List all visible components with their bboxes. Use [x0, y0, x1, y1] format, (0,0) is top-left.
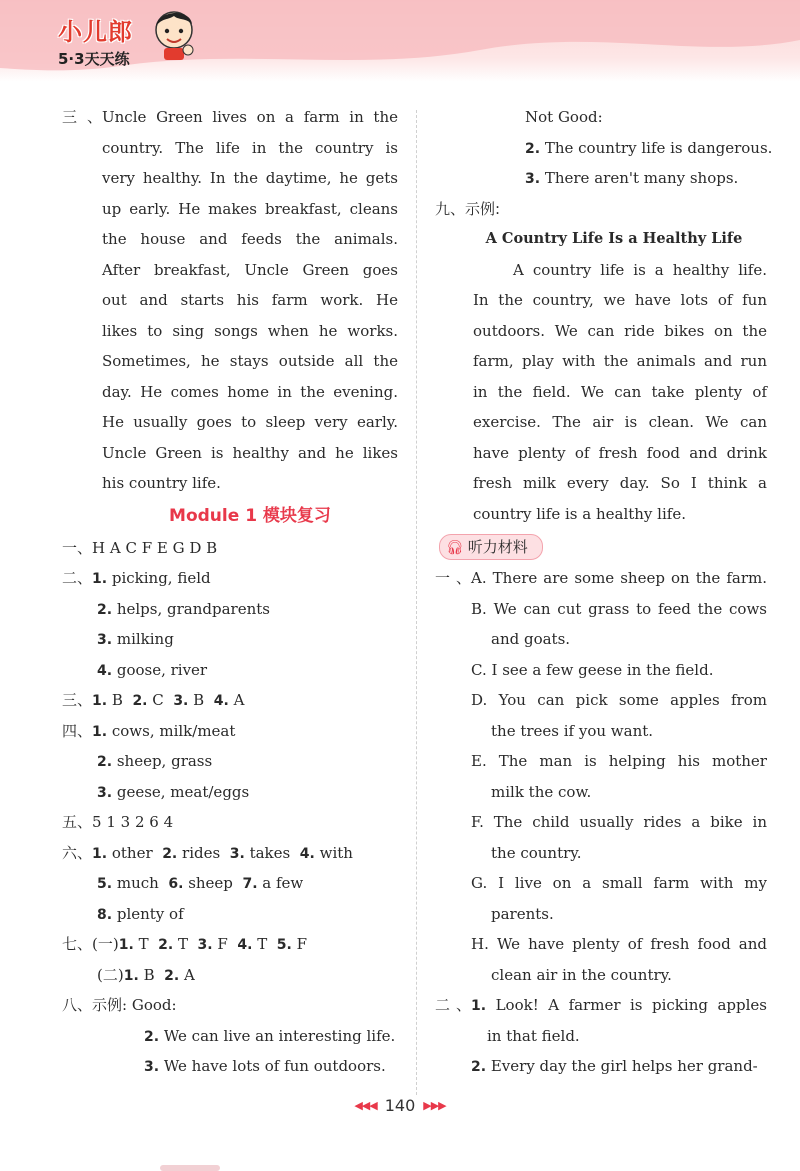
- listening-item-cont: the trees if you want.: [491, 721, 654, 740]
- passage-line: day. He comes home in the evening.: [102, 382, 398, 401]
- listening-item: C. I see a few geese in the field.: [471, 660, 714, 679]
- essay-line: have plenty of fresh food and drink: [473, 443, 767, 462]
- passage-line: Uncle Green is healthy and he likes: [102, 443, 398, 462]
- section-label: 三、: [62, 108, 102, 126]
- listening-item-cont: the country.: [491, 843, 582, 862]
- passage-line: Sometimes, he stays outside all the: [102, 352, 398, 370]
- listening-item: 二、1. Look! A farmer is picking apples: [435, 996, 767, 1014]
- essay-line: exercise. The air is clean. We can: [473, 413, 767, 431]
- answer-q3: 三、1. B 2. C 3. B 4. A: [62, 691, 245, 709]
- essay-line: In the country, we have lots of fun: [473, 291, 767, 309]
- listening-item-cont: clean air in the country.: [491, 965, 672, 984]
- answer-q4-item: 2. sheep, grass: [97, 752, 213, 770]
- essay-line: A country life is a healthy life.: [513, 260, 767, 279]
- passage-line: country. The life in the country is: [102, 138, 398, 157]
- answer-q8-notgood: Not Good:: [525, 108, 603, 126]
- answer-q8-item: 3. There aren't many shops.: [525, 169, 739, 187]
- passage-line: likes to sing songs when he works.: [102, 321, 398, 340]
- passage-line: his country life.: [102, 474, 221, 492]
- passage-line: 三、Uncle Green lives on a farm in the: [62, 102, 398, 133]
- answer-q1: 一、H A C F E G D B: [62, 538, 218, 557]
- answer-q7-row: 七、(一)1. T 2. T 3. F 4. T 5. F: [62, 935, 308, 953]
- passage-line: very healthy. In the daytime, he gets: [102, 169, 398, 187]
- answer-q6-row: 8. plenty of: [97, 904, 184, 923]
- listening-item: E. The man is helping his mother: [471, 752, 767, 770]
- answer-q6-row: 六、1. other 2. rides 3. takes 4. with: [62, 843, 353, 862]
- essay-line: outdoors. We can ride bikes on the: [473, 321, 767, 340]
- answer-q9-label: 九、示例:: [435, 199, 501, 218]
- answer-q2-item: 2. helps, grandparents: [97, 599, 270, 618]
- listening-item-cont: and goats.: [491, 630, 571, 648]
- passage-line: He usually goes to sleep very early.: [102, 413, 398, 431]
- mascot-boy-icon: [150, 6, 198, 62]
- logo-title: 小儿郎: [58, 18, 133, 46]
- essay-line: in the field. We can take plenty of: [473, 382, 767, 401]
- passage-line: up early. He makes breakfast, cleans: [102, 199, 398, 218]
- answer-q2-item: 4. goose, river: [97, 660, 208, 679]
- passage-line: After breakfast, Uncle Green goes: [102, 260, 398, 279]
- answer-q8-item: 2. We can live an interesting life.: [144, 1026, 396, 1045]
- module-heading: Module 1 模块复习: [169, 505, 331, 526]
- logo-subtitle: 5·3天天练: [58, 50, 130, 68]
- headphones-icon: 🎧︎: [446, 540, 464, 556]
- listening-item: D. You can pick some apples from: [471, 691, 767, 709]
- page-header: [0, 0, 800, 82]
- listening-item: 2. Every day the girl helps her grand-: [471, 1057, 758, 1075]
- answer-q7-row: (二)1. B 2. A: [97, 965, 195, 984]
- page-number-footer: [0, 1096, 800, 1115]
- next-arrows-icon: ▶▶▶: [423, 1099, 446, 1112]
- listening-item-cont: parents.: [491, 904, 554, 923]
- passage-line: out and starts his farm work. He: [102, 291, 398, 309]
- answer-q4-item: 四、1. cows, milk/meat: [62, 721, 236, 740]
- footer-decoration: [160, 1165, 220, 1171]
- essay-line: farm, play with the animals and run: [473, 352, 767, 370]
- listening-item: F. The child usually rides a bike in: [471, 813, 767, 831]
- listening-item-cont: in that field.: [487, 1026, 580, 1045]
- listening-item: B. We can cut grass to feed the cows: [471, 599, 767, 618]
- answer-q6-row: 5. much 6. sheep 7. a few: [97, 874, 304, 892]
- answer-q8-intro: 八、示例: Good:: [62, 996, 177, 1014]
- left-column: [62, 102, 398, 1082]
- answer-q8-item: 3. We have lots of fun outdoors.: [144, 1057, 386, 1075]
- listening-item: G. I live on a small farm with my: [471, 874, 767, 892]
- listening-material-badge: 🎧︎ 听力材料: [439, 534, 543, 560]
- answer-q5: 五、5 1 3 2 6 4: [62, 813, 174, 831]
- answer-q4-item: 3. geese, meat/eggs: [97, 782, 250, 801]
- answer-q8-item: 2. The country life is dangerous.: [525, 138, 773, 157]
- page-number: 140: [384, 1096, 416, 1115]
- column-divider: [416, 110, 417, 1095]
- essay-line: fresh milk every day. So I think a: [473, 474, 767, 492]
- brand-logo: [58, 12, 133, 69]
- listening-item-cont: milk the cow.: [491, 782, 592, 801]
- essay-line: country life is a healthy life.: [473, 504, 686, 523]
- prev-arrows-icon: ◀◀◀: [354, 1099, 377, 1112]
- passage-line: the house and feeds the animals.: [102, 230, 398, 248]
- listening-item: 一、A. There are some sheep on the farm.: [435, 569, 767, 587]
- answer-q2-item: 3. milking: [97, 630, 174, 648]
- essay-title: A Country Life Is a Healthy Life: [485, 230, 743, 247]
- right-column: [435, 102, 773, 1082]
- listening-item: H. We have plenty of fresh food and: [471, 935, 767, 953]
- answer-q2-item: 二、1. picking, field: [62, 569, 211, 587]
